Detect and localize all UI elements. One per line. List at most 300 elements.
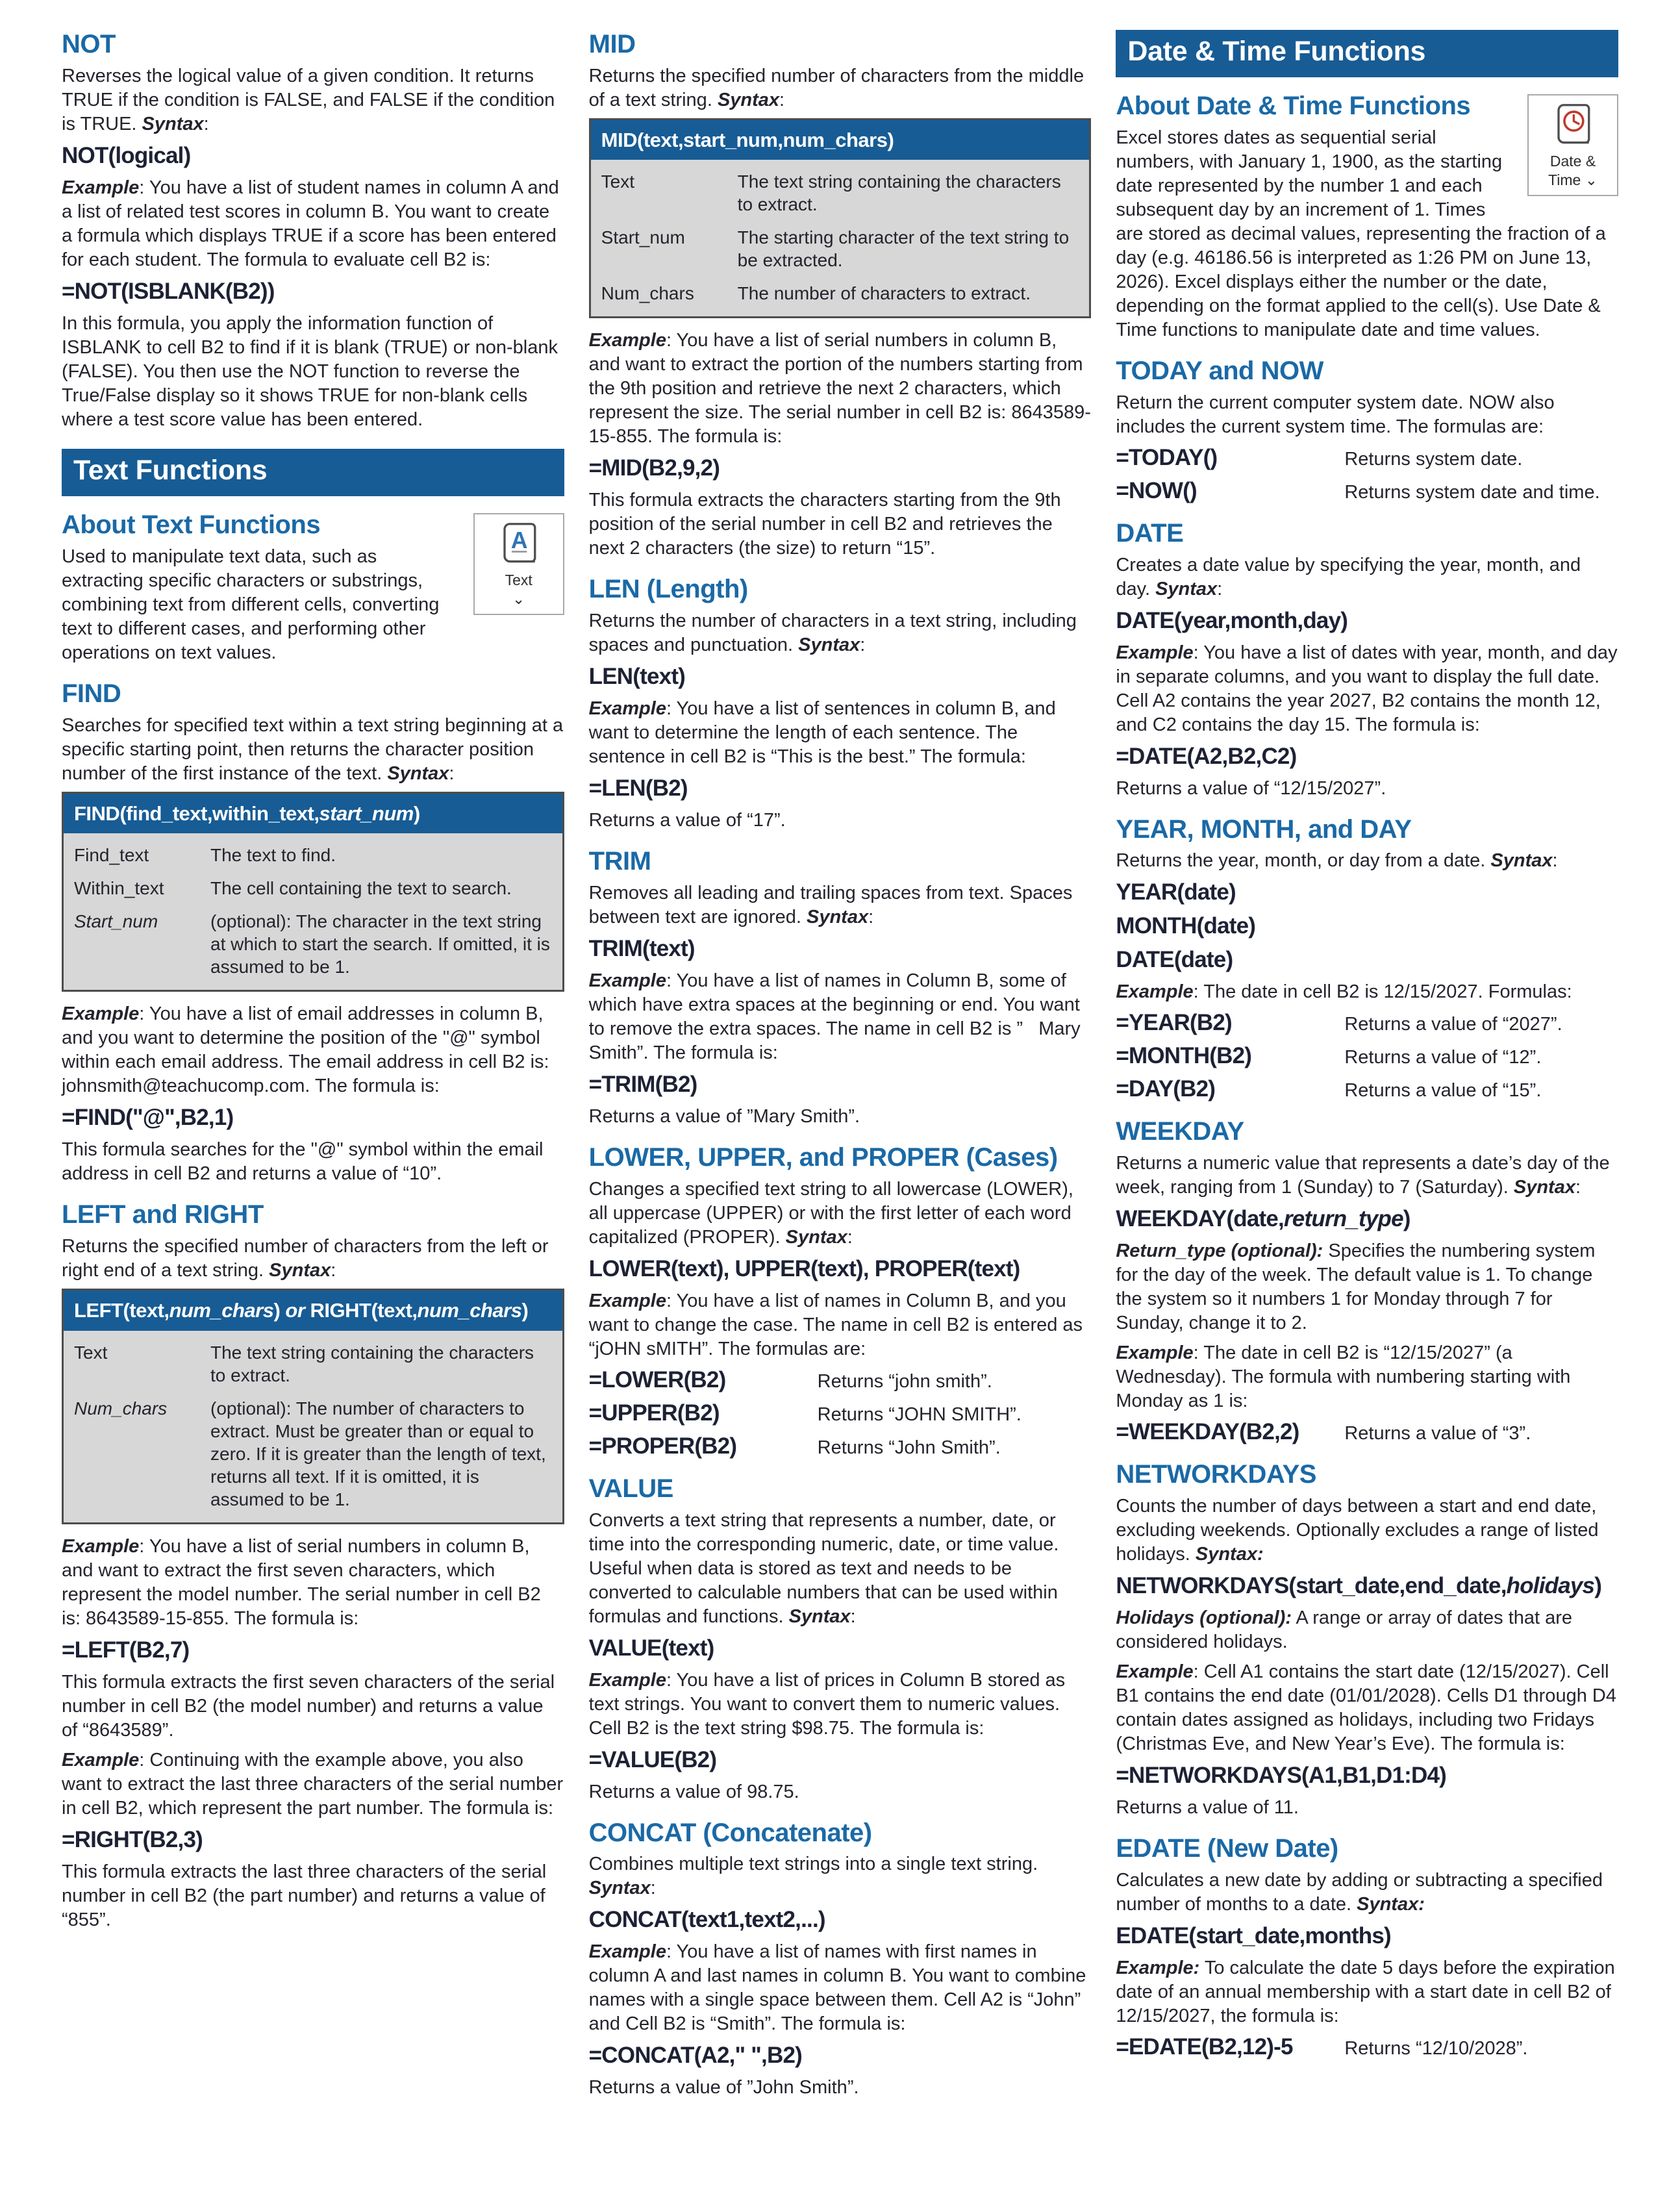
body-paragraph [1116,1796,1618,1820]
body-paragraph [62,1002,564,1098]
table-body [64,1331,562,1522]
heading-text: FIND [62,679,121,708]
text-run: WEEKDAY(date, [1116,1206,1284,1232]
heading-text: WEEKDAY [1116,1117,1244,1146]
text-run: : Cell A1 contains the start date (12/15/2027). Cell B1 contains the end date (01/01/2028). Cells D1 through D4 contain dates assigned as holidays, including two Fridays (Christmas Eve, and New Year’s Eve). The formula is: [1116,1661,1616,1755]
text-run: : You have a list of dates with year, month, and day in separate columns, and you want to display the full date. Cell A2 contains the year 2027, B2 contains the month 12, and C2 contains the day 15. The formula is: [1116,642,1618,735]
formula-pair [1116,1419,1618,1446]
body-paragraph [62,176,564,272]
text-run: num_chars [417,1299,522,1322]
text-run: Syntax [788,1606,851,1627]
heading-text: About Date & Time Functions [1116,92,1471,121]
text-run: : You have a list of sentences in column B, and want to determine the length of each sentence. The sentence in cell B2 is “This is the best.” The formula: [588,698,1056,768]
text-run: ) [273,1299,286,1322]
body-paragraph [1116,391,1618,439]
text-run: In this formula, you apply the information function of ISBLANK to cell B2 to find if it is blank (TRUE) or non-blank (FALSE). You then use the NOT function to reverse the True/False display so it shows TRUE for non-blank cells where a test score value has been entered. [62,312,558,430]
formula-text: =NOW() [1116,477,1197,503]
table-row [74,1341,552,1387]
text-run: LEFT(text, [74,1299,169,1322]
param-name: Find_text [74,845,149,866]
formula-text: =WEEKDAY(B2,2) [1116,1419,1299,1445]
table-header-bar [64,794,562,834]
syntax-line [62,1104,564,1131]
body-paragraph [1116,641,1618,737]
text-run: =NOT(ISBLANK(B2)) [62,278,275,304]
body-paragraph [1116,1869,1618,1917]
text-run: =LEN(B2) [588,775,688,801]
syntax-line [1116,879,1618,906]
formula-text: =PROPER(B2) [588,1433,737,1459]
heading-text: About Text Functions [62,510,321,540]
text-run: Returns a value of 11. [1116,1797,1299,1819]
table-body [64,833,562,990]
body-paragraph [589,1940,1092,2036]
param-description: The starting character of the text string to be extracted. [737,227,1070,271]
syntax-line [589,1746,1092,1774]
formula-text: =DAY(B2) [1116,1076,1216,1102]
heading-text: LEFT and RIGHT [62,1200,264,1229]
table-row [74,877,552,900]
text-run: Syntax [807,907,869,928]
text-run: ) [521,1299,529,1322]
text-run: Syntax [1513,1177,1575,1198]
body-paragraph [589,1852,1092,1900]
heading-text: NOT [62,30,116,58]
body-paragraph [1116,553,1618,601]
text-run: NOT(logical) [62,142,191,168]
table-row [601,282,1079,305]
formula-text: =EDATE(B2,12)-5 [1116,2034,1293,2060]
text-run: =VALUE(B2) [588,1746,717,1772]
text-run: Syntax: [1195,1544,1264,1565]
formula-note: Returns a value of “3”. [1344,1423,1531,1444]
function-heading [1116,1117,1618,1146]
text-run: : You have a list of names in Column B, some of which have extra spaces at the beginning or end. You want to remove the extra spaces. The name in cell B2 is ” Mary Smith”. The formula is: [588,970,1081,1064]
text-run: A range or array of dates that are considered holidays. [1116,1607,1573,1653]
text-run: This formula searches for the "@" symbol within the email address in cell B2 and returns a value of “10”. [62,1139,544,1185]
text-run: Example [588,330,666,351]
text-run: : [779,89,785,110]
formula-note: Returns “John Smith”. [817,1437,1001,1458]
clock-glyph [1551,102,1594,151]
formula-pair [1116,478,1618,505]
text-run: Returns the specified number of characters from the middle of a text string. [588,65,1084,110]
banner-title: Date & Time Functions [1127,36,1426,67]
text-run: : You have a list of serial numbers in column B, and want to extract the first seven characters, which represent the model number. The serial number in cell B2 is: 8643589-15-855. The formula is: [62,1535,541,1629]
param-name: Text [601,171,635,192]
text-run: Example [1116,1661,1194,1683]
text-run: Example [1116,1342,1194,1364]
formula-pair [589,1433,1092,1460]
text-run: Syntax [785,1226,847,1248]
syntax-line [589,935,1092,963]
text-run: : Continuing with the example above, you also want to extract the last three characters of the serial number in cell B2, which represent the part number. The formula is: [62,1749,564,1819]
text-run: Combines multiple text strings into a single text string. [588,1854,1038,1875]
function-heading [1116,1460,1618,1489]
text-run: EDATE(start_date,months) [1116,1922,1391,1948]
text-run: This formula extracts the characters starting from the 9th position of the serial number in cell B2 and retrieves the next 2 characters (the size) to return “15”. [588,490,1061,559]
syntax-line [589,663,1092,690]
heading-text: CONCAT (Concatenate) [588,1818,872,1847]
text-run: : [1552,850,1558,872]
heading-text: MID [588,30,636,58]
syntax-line [1116,1572,1618,1600]
text-run: Excel stores dates as sequential serial numbers, with January 1, 1900, as the starting date represented by the number 1 and each subsequent day by an increment of 1. Times are stored as decimal values, representing the fraction of a day (e.g. 46186.56 is interpreted as 1:26 PM on June 13, 2026). Excel displays either the number or the date, depending on the format applied to the cell(s). Use Date & Time functions to manipulate date and time values. [1116,127,1606,341]
param-name: Within_text [74,878,164,899]
text-run: =DATE(A2,B2,C2) [1116,743,1297,769]
text-run: To calculate the date 5 days before the expiration date of an annual membership with a start date in cell B2 of 12/15/2027, the formula is: [1116,1957,1615,2026]
text-glyph [497,521,540,570]
text-run: : The date in cell B2 is “12/15/2027” (a Wednesday). The formula with numbering starting with Monday as 1 is: [1116,1342,1571,1412]
formula-pair [589,1367,1092,1394]
function-heading [62,1200,564,1229]
text-run: or [285,1299,305,1322]
param-name: Num_chars [601,283,694,304]
text-run: Returns a value of “12/15/2027”. [1116,777,1386,799]
icon-label-line: Time ⌄ [1548,171,1598,189]
text-run: Returns the specified number of characters from the left or right end of a text string. [62,1236,549,1281]
body-paragraph [589,1178,1092,1250]
function-heading [1116,1834,1618,1863]
body-paragraph [62,1670,564,1743]
text-run: =TRIM(B2) [588,1072,697,1098]
table-row [74,844,552,866]
body-paragraph [589,1669,1092,1741]
text-run: MID(text,start_num,num_chars) [601,128,894,151]
body-paragraph [1116,1152,1618,1200]
text-run: =FIND("@",B2,1) [62,1105,234,1131]
text-run: YEAR(date) [1116,879,1236,905]
syntax-line [1116,946,1618,974]
body-paragraph [589,609,1092,657]
formula-note: Returns system date and time. [1344,481,1600,503]
heading-text: DATE [1116,518,1184,548]
formula-text: =YEAR(B2) [1116,1010,1232,1036]
text-run: Reverses the logical value of a given condition. It returns TRUE if the condition is FALSE, and FALSE if the condition is TRUE. [62,65,555,134]
text-run: Used to manipulate text data, such as extracting specific characters or substrings, combining text from different cells, converting text to different cases, and performing other operations on text values. [62,546,440,663]
column-1 [62,30,564,2173]
formula-note: Returns “JOHN SMITH”. [817,1404,1022,1425]
body-paragraph [62,1138,564,1186]
param-name: Num_chars [74,1398,168,1418]
formula-pair [1116,2034,1618,2061]
formula-text: =UPPER(B2) [588,1400,720,1426]
syntax-line [1116,743,1618,770]
formula-note: Returns a value of “2027”. [1344,1014,1562,1035]
banner-title: Text Functions [73,454,268,486]
text-run: MONTH(date) [1116,913,1256,939]
heading-text: TODAY and NOW [1116,357,1323,386]
text-run: RIGHT(text, [305,1299,418,1322]
text-run: Searches for specified text within a text string beginning at a specific starting point, then returns the character position number of the first instance of the text. [62,714,564,784]
text-run: ) [1403,1206,1410,1232]
syntax-line [589,1906,1092,1934]
heading-text: YEAR, MONTH, and DAY [1116,814,1412,844]
syntax-line [62,278,564,305]
text-run: Counts the number of days between a start and end date, excluding weekends. Optionally excludes a range of listed holidays. [1116,1496,1599,1565]
text-run: Example [588,970,666,992]
column-2 [589,30,1092,2173]
letter-a-glyph: A [510,527,528,553]
text-run: Returns the number of characters in a text string, including spaces and punctuation. [588,611,1077,656]
text-run: =CONCAT(A2," ",B2) [588,2043,802,2069]
clock-book-icon [1551,102,1594,147]
formula-note: Returns system date. [1344,448,1523,470]
text-run: LEN(text) [588,664,686,690]
text-run: Example: [1116,1957,1200,1978]
text-run: =NETWORKDAYS(A1,B1,D1:D4) [1116,1763,1447,1789]
function-heading [589,1143,1092,1172]
body-paragraph [62,64,564,136]
text-run: ) [413,801,420,825]
heading-text: TRIM [588,847,651,876]
text-run: Syntax: [1357,1893,1425,1915]
formula-note: Returns a value of “12”. [1344,1047,1542,1068]
function-heading [589,1474,1092,1504]
text-run: : [449,762,455,784]
text-run: Creates a date value by specifying the year, month, and day. [1116,554,1581,599]
text-run: : [860,635,866,656]
text-run: Specifies the numbering system for the day of the week. The default value is 1. To change the system so it numbers 1 for Monday through 7 for Sunday, change it to 2. [1116,1241,1596,1334]
text-run: Syntax [1155,578,1218,599]
text-run: FIND(find_text,within_text, [74,801,320,825]
syntax-line [589,1071,1092,1098]
text-run: : You have a list of prices in Column B stored as text strings. You want to convert them to numeric values. Cell B2 is the text string $98.75. The formula is: [588,1669,1066,1739]
text-run: ) [1594,1573,1602,1599]
body-paragraph [589,809,1092,833]
table-header-bar [591,120,1090,160]
text-run: : [1217,578,1223,599]
syntax-line [1116,607,1618,635]
function-heading [589,575,1092,604]
param-description: (optional): The character in the text string at which to start the search. If omitted, it is assumed to be 1. [210,911,550,977]
formula-text: =MONTH(B2) [1116,1043,1252,1069]
function-heading [589,847,1092,876]
text-run: DATE(year,month,day) [1116,607,1348,633]
body-paragraph [589,969,1092,1065]
syntax-line [1116,1205,1618,1233]
chevron-down-icon: ⌄ [512,590,525,607]
body-paragraph [1116,1660,1618,1756]
table-body [591,160,1090,316]
text-run: DATE(date) [1116,947,1233,973]
param-description: The text to find. [210,845,336,866]
text-run: : [847,1226,853,1248]
body-paragraph [589,488,1092,561]
text-run: : [850,1606,856,1627]
function-heading [62,679,564,709]
text-run: CONCAT(text1,text2,...) [588,1907,825,1933]
table-row [74,910,552,978]
param-description: (optional): The number of characters to extract. Must be greater than or equal to zero. If it is greater than the length of text, returns all text. If it is omitted, it is assumed to be 1. [210,1398,546,1509]
text-run: Holidays (optional): [1116,1607,1292,1629]
body-paragraph [1116,1956,1618,2028]
body-paragraph [589,1780,1092,1804]
body-paragraph [1116,1341,1618,1413]
text-run: : [1575,1177,1581,1198]
text-run: =RIGHT(B2,3) [62,1826,203,1852]
heading-text: LEN (Length) [588,575,748,604]
text-run: Example [62,1003,140,1025]
text-icon [473,513,564,615]
table-row [601,226,1079,271]
text-run: : You have a list of serial numbers in column B, and want to extract the portion of the numbers starting from the 9th position and retrieve the next 2 characters, which represent the size. The serial number in cell B2 is: 8643589-15-855. The formula is: [588,330,1091,447]
formula-text: =LOWER(B2) [588,1367,726,1392]
text-run: =MID(B2,9,2) [588,455,720,481]
function-heading [1116,815,1618,844]
text-run: Removes all leading and trailing spaces from text. Spaces between text are ignored. [588,883,1073,928]
text-run: Syntax [387,762,449,784]
text-run: : The date in cell B2 is 12/15/2027. Formulas: [1193,981,1572,1003]
text-run: Example [1116,642,1194,663]
body-paragraph [62,1235,564,1283]
body-paragraph [62,312,564,432]
body-paragraph [589,1105,1092,1129]
body-paragraph [589,64,1092,112]
param-description: The text string containing the characters to extract. [210,1342,534,1385]
icon-label [505,571,533,609]
text-run: NETWORKDAYS(start_date,end_date, [1116,1573,1507,1599]
icon-label-line: Text [505,572,533,589]
body-paragraph [1116,980,1618,1004]
text-run: This formula extracts the first seven characters of the serial number in cell B2 (the model number) and returns a value of “8643589”. [62,1671,555,1741]
body-paragraph [589,697,1092,769]
text-run: num_chars [169,1299,274,1322]
text-run: Returns a value of 98.75. [588,1781,799,1802]
param-name: Start_num [601,227,685,248]
heading-text: VALUE [588,1474,673,1503]
syntax-table [589,118,1092,319]
text-run: start_num [319,801,414,825]
body-paragraph [589,881,1092,929]
formula-note: Returns “john smith”. [817,1370,992,1392]
text-run: Return the current computer system date. NOW also includes the current system time. The formulas are: [1116,392,1555,437]
formula-pair [1116,1043,1618,1070]
text-run: Example [588,698,666,720]
text-run: Returns a value of ”Mary Smith”. [588,1106,860,1127]
text-run: : You have a list of names in Column B, and you want to change the case. The name in cell B2 is entered as “jOHN sMITH”. The formulas are: [588,1290,1083,1359]
text-run: Example [1116,981,1194,1003]
text-run: Syntax [269,1260,331,1281]
table-row [601,170,1079,216]
text-run: Syntax [1490,850,1553,872]
table-header-bar [64,1291,562,1331]
text-run: Syntax [717,89,780,110]
function-heading [1116,357,1618,386]
body-paragraph [62,714,564,786]
formula-pair [1116,1076,1618,1103]
text-run: Changes a specified text string to all lowercase (LOWER), all uppercase (UPPER) or with the first letter of each word capitalized (PROPER). [588,1178,1073,1248]
syntax-line [62,142,564,170]
text-run: Returns a numeric value that represents a date’s day of the week, ranging from 1 (Sunday) to 7 (Saturday). [1116,1153,1610,1198]
text-run: Syntax [798,635,860,656]
body-paragraph [62,1535,564,1631]
body-paragraph [62,1860,564,1932]
text-run: Example [588,1941,666,1963]
body-paragraph [1116,1606,1618,1654]
body-paragraph [589,2076,1092,2100]
syntax-line [589,1255,1092,1283]
book-icon [497,521,540,566]
text-run: LOWER(text), UPPER(text), PROPER(text) [588,1255,1020,1281]
text-run: Syntax [142,113,204,134]
text-run: Example [62,1749,140,1770]
text-run: : You have a list of names with first names in column A and last names in column B. You want to combine names with a single space between them. Cell A2 is “John” and Cell B2 is “Smith”. The formula is: [588,1941,1086,2035]
text-run: : [868,907,874,928]
text-run: Syntax [588,1878,651,1899]
text-run: Returns the year, month, or day from a date. [1116,850,1491,872]
syntax-line [1116,913,1618,940]
text-run: Converts a text string that represents a number, date, or time into the corresponding numeric, date, or time value. Useful when data is stored as text and needs to be converted to calculable numbers that can be used within formulas and functions. [588,1509,1059,1627]
text-run: Returns a value of ”John Smith”. [588,2077,859,2098]
text-run: : [650,1878,656,1899]
text-run: : You have a list of email addresses in column B, and you want to determine the position of the "@" symbol within each email address. The email address in cell B2 is: johnsmith@teachucomp.com. The formula is: [62,1003,549,1097]
param-description: The number of characters to extract. [737,283,1031,304]
text-run: Example [62,1535,140,1557]
heading-text: LOWER, UPPER, and PROPER (Cases) [588,1143,1058,1172]
syntax-table [62,792,564,992]
function-heading [589,1819,1092,1848]
text-run: Example [62,177,140,198]
section-banner [62,449,564,496]
heading-text: NETWORKDAYS [1116,1460,1316,1489]
body-paragraph [589,1289,1092,1361]
syntax-line [589,455,1092,482]
text-run: TRIM(text) [588,936,695,962]
section-banner [1116,30,1618,77]
body-paragraph [1116,1494,1618,1567]
syntax-line [589,775,1092,802]
text-run: VALUE(text) [588,1635,714,1661]
function-heading [589,30,1092,59]
param-description: The text string containing the characters to extract. [737,171,1061,215]
text-run: =LEFT(B2,7) [62,1637,190,1663]
text-run: Example [588,1290,666,1311]
syntax-line [1116,1762,1618,1789]
text-run: : You have a list of student names in column A and a list of related test scores in column B. You want to create a formula which displays TRUE if a score has been entered for each student. The formula to evaluate cell B2 is: [62,177,559,270]
syntax-table [62,1289,564,1524]
param-description: The cell containing the text to search. [210,878,512,899]
icon-label [1548,152,1598,190]
syntax-line [589,1635,1092,1662]
syntax-line [589,2042,1092,2069]
body-paragraph [589,329,1092,449]
text-run: This formula extracts the last three characters of the serial number in cell B2 (the part number) and returns a value of “855”. [62,1861,547,1930]
formula-pair [1116,1010,1618,1037]
syntax-line [62,1637,564,1664]
formula-pair [589,1400,1092,1427]
formula-text: =TODAY() [1116,444,1218,470]
syntax-line [62,1826,564,1854]
text-run: : [331,1260,336,1281]
text-run: holidays [1506,1573,1595,1599]
column-3 [1116,30,1618,2173]
text-run: Return_type (optional): [1116,1241,1323,1262]
syntax-line [1116,1922,1618,1950]
body-paragraph [62,1748,564,1820]
date-time-icon [1527,94,1618,196]
formula-note: Returns “12/10/2028”. [1344,2037,1528,2059]
function-heading [1116,519,1618,548]
body-paragraph [1116,849,1618,873]
param-name: Start_num [74,911,158,932]
param-name: Text [74,1342,108,1363]
body-paragraph [1116,1239,1618,1335]
function-heading [62,30,564,59]
text-run: Example [588,1669,666,1691]
text-run: return_type [1283,1206,1403,1232]
formula-pair [1116,445,1618,472]
